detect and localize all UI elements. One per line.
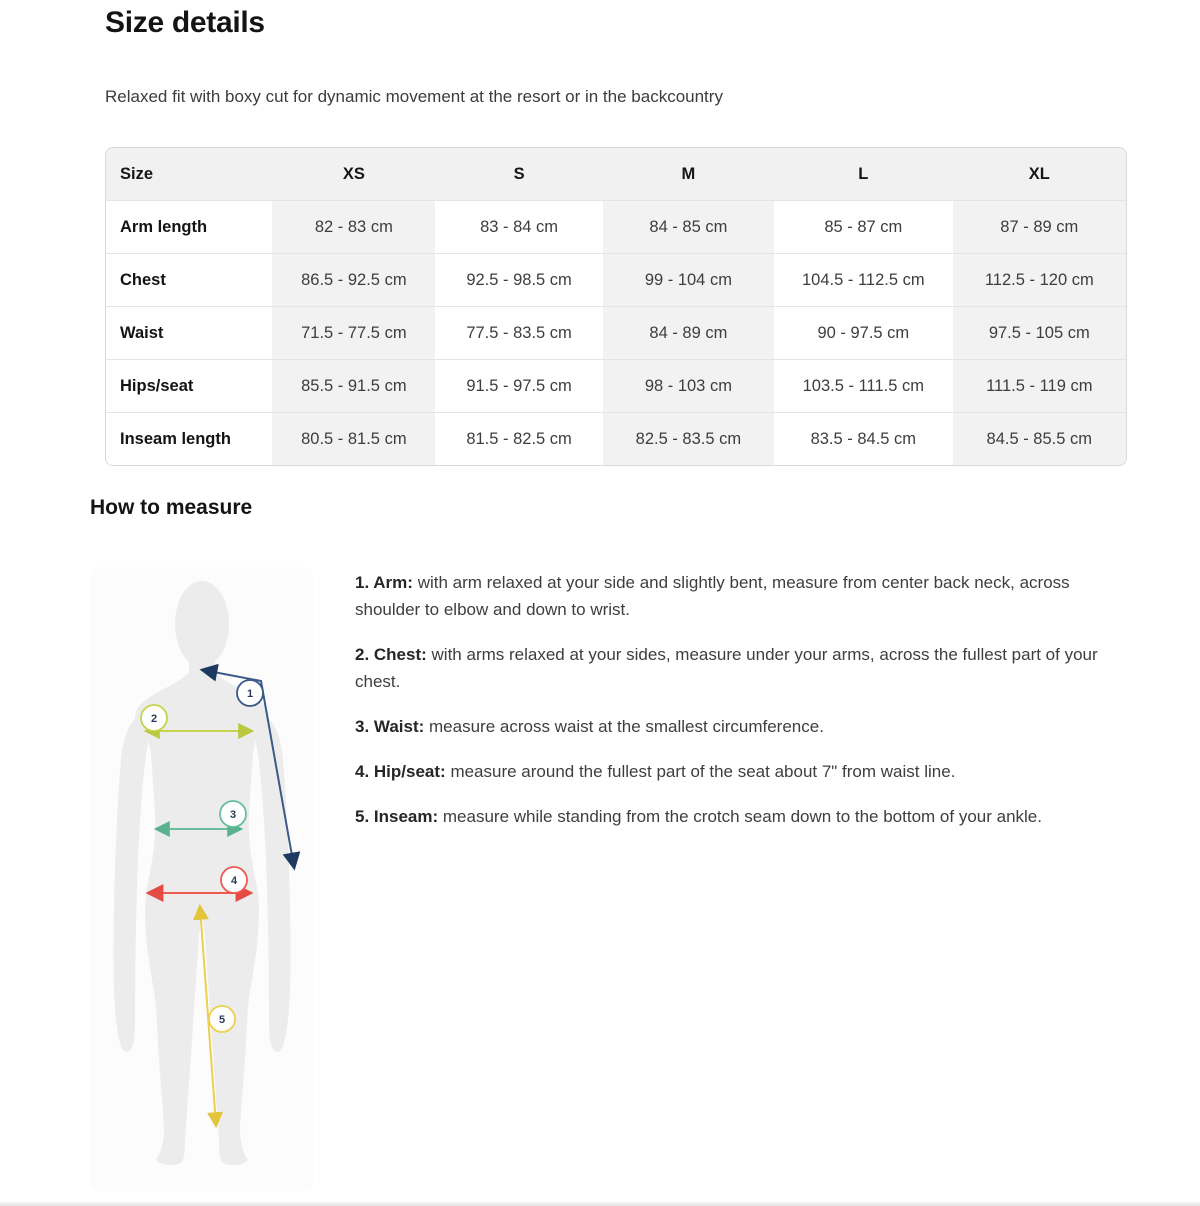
size-table-header-row <box>106 148 1126 201</box>
how-to-measure-heading: How to measure <box>90 496 253 519</box>
measure-instructions <box>355 567 1120 848</box>
row-label: Hips/seat <box>106 360 272 413</box>
svg-text:1: 1 <box>246 688 254 700</box>
table-cell: 104.5 - 112.5 cm <box>802 270 925 289</box>
column-header-xl: XL <box>953 148 1126 201</box>
instruction-label: 4. Hip/seat: <box>355 762 446 781</box>
table-cell: 82 - 83 cm <box>272 201 435 254</box>
table-cell: 71.5 - 77.5 cm <box>272 307 435 360</box>
table-row <box>106 307 1126 360</box>
table-cell: 84.5 - 85.5 cm <box>953 413 1126 466</box>
instruction-inseam <box>355 803 1120 830</box>
svg-text:4: 4 <box>230 875 238 887</box>
svg-text:2: 2 <box>150 713 158 725</box>
row-label: Waist <box>106 307 272 360</box>
table-row <box>106 201 1126 254</box>
table-cell: 87 - 89 cm <box>953 201 1126 254</box>
column-header-size: Size <box>106 148 272 201</box>
size-guide-page <box>0 6 1200 1192</box>
table-cell: 112.5 - 120 cm <box>953 254 1126 307</box>
table-cell: 97.5 - 105 cm <box>953 307 1126 360</box>
instruction-text: with arm relaxed at your side and slightly bent, measure from center back neck, across shoulder to elbow and down to wrist. <box>355 573 1070 619</box>
table-row <box>106 413 1126 466</box>
how-to-measure-section <box>90 496 1127 1192</box>
column-header-l: L <box>774 148 953 201</box>
table-cell: 111.5 - 119 cm <box>953 360 1126 413</box>
instruction-label: 5. Inseam: <box>355 807 439 826</box>
row-label: Inseam length <box>106 413 272 466</box>
table-cell: 84 - 89 cm <box>603 307 774 360</box>
table-cell: 83.5 - 84.5 cm <box>810 429 917 448</box>
measure-marker-2 <box>141 705 167 731</box>
table-cell: 80.5 - 81.5 cm <box>272 413 435 466</box>
table-row <box>106 254 1126 307</box>
instruction-text: measure around the fullest part of the seat about 7" from waist line. <box>450 762 956 781</box>
table-cell: 81.5 - 82.5 cm <box>466 429 572 448</box>
column-header-xs: XS <box>272 148 435 201</box>
body-silhouette-svg <box>90 567 313 1192</box>
bottom-divider <box>0 1202 1200 1206</box>
instruction-label: 1. Arm: <box>355 573 413 592</box>
table-cell: 84 - 85 cm <box>603 201 774 254</box>
column-header-s: S <box>435 148 602 201</box>
table-cell: 86.5 - 92.5 cm <box>272 254 435 307</box>
instruction-waist <box>355 713 1120 740</box>
instruction-label: 2. Chest: <box>355 645 427 664</box>
instruction-text: with arms relaxed at your sides, measure under your arms, across the fullest part of your chest. <box>355 645 1098 691</box>
size-table-container <box>105 147 1127 466</box>
svg-text:5: 5 <box>218 1014 226 1026</box>
table-cell: 85.5 - 91.5 cm <box>272 360 435 413</box>
table-cell: 98 - 103 cm <box>603 360 774 413</box>
measure-marker-1 <box>237 680 263 706</box>
table-cell: 85 - 87 cm <box>824 217 903 236</box>
table-cell: 99 - 104 cm <box>603 254 774 307</box>
page-title: Size details <box>105 6 265 39</box>
body-measurement-diagram <box>90 567 313 1192</box>
instruction-label: 3. Waist: <box>355 717 425 736</box>
svg-text:3: 3 <box>229 809 237 821</box>
instruction-text: measure across waist at the smallest circumference. <box>429 717 824 736</box>
instruction-hip <box>355 758 1120 785</box>
measure-marker-3 <box>220 801 246 827</box>
table-cell: 77.5 - 83.5 cm <box>466 323 572 342</box>
table-cell: 92.5 - 98.5 cm <box>466 270 572 289</box>
table-cell: 91.5 - 97.5 cm <box>466 376 572 395</box>
fit-description: Relaxed fit with boxy cut for dynamic movement at the resort or in the backcountry <box>105 87 723 106</box>
size-table <box>106 148 1126 465</box>
table-cell: 83 - 84 cm <box>480 217 559 236</box>
measure-marker-4 <box>221 867 247 893</box>
instruction-chest <box>355 641 1120 695</box>
table-cell: 103.5 - 111.5 cm <box>802 376 924 395</box>
column-header-m: M <box>603 148 774 201</box>
table-row <box>106 360 1126 413</box>
table-cell: 90 - 97.5 cm <box>817 323 910 342</box>
measure-marker-5 <box>209 1006 235 1032</box>
row-label: Chest <box>106 254 272 307</box>
human-silhouette <box>113 581 290 1165</box>
instruction-arm <box>355 569 1120 623</box>
instruction-text: measure while standing from the crotch seam down to the bottom of your ankle. <box>442 807 1042 826</box>
table-cell: 82.5 - 83.5 cm <box>603 413 774 466</box>
row-label: Arm length <box>106 201 272 254</box>
